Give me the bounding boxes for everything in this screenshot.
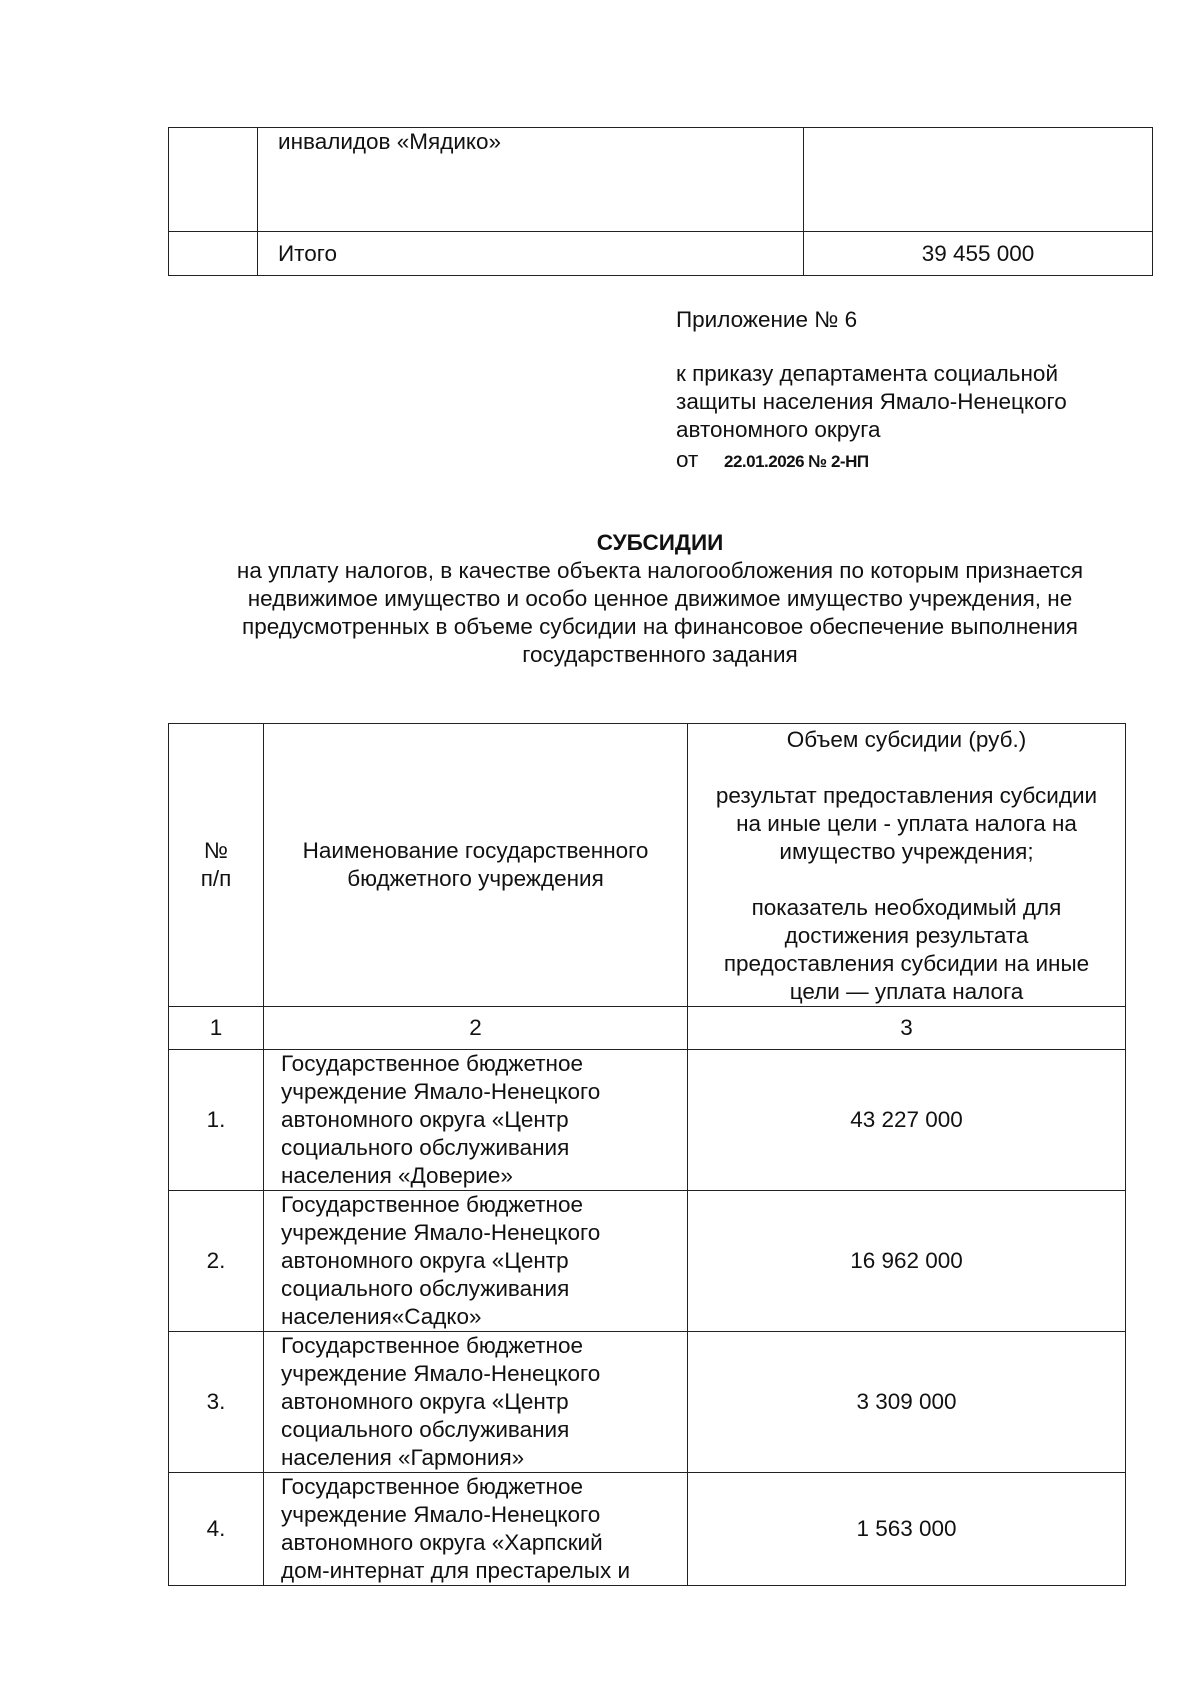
subsidy-amount: 16 962 000 (688, 1191, 1126, 1332)
order-reference (676, 446, 1156, 476)
header-institution-name: Наименование государственного бюджетного учреждения (264, 724, 688, 1007)
institution-name: Государственное бюджетное учреждение Ямало-Ненецкого автономного округа «Центр социального обслуживания населения «Доверие» (264, 1050, 688, 1191)
table-row (169, 1191, 1126, 1332)
column-number: 2 (264, 1007, 688, 1050)
subsidy-table (168, 723, 1126, 1586)
table-cell-amount (804, 128, 1153, 232)
heading-line: государственного задания (522, 642, 798, 667)
institution-name: Государственное бюджетное учреждение Ямало-Ненецкого автономного округа «Харпский дом-интернат для престарелых и (264, 1473, 688, 1586)
total-value: 39 455 000 (804, 232, 1153, 276)
table-row (169, 1050, 1126, 1191)
institution-name: Государственное бюджетное учреждение Ямало-Ненецкого автономного округа «Центр социального обслуживания населения «Гармония» (264, 1332, 688, 1473)
row-number: 1. (169, 1050, 264, 1191)
table-row (169, 1332, 1126, 1473)
column-number-row (169, 1007, 1126, 1050)
column-number: 3 (688, 1007, 1126, 1050)
appendix-line: к приказу департамента социальной (676, 361, 1059, 386)
appendix-line: автономного округа (676, 417, 881, 442)
appendix-number: Приложение № 6 (676, 307, 858, 332)
header-number: № п/п (169, 724, 264, 1007)
order-date-number: 22.01.2026 № 2-НП (724, 452, 869, 471)
subsidy-amount: 43 227 000 (688, 1050, 1126, 1191)
institution-name: Государственное бюджетное учреждение Ямало-Ненецкого автономного округа «Центр социального обслуживания населения«Садко» (264, 1191, 688, 1332)
appendix-line: защиты населения Ямало-Ненецкого (676, 389, 1067, 414)
row-number: 2. (169, 1191, 264, 1332)
heading-line: предусмотренных в объеме субсидии на финансовое обеспечение выполнения (242, 614, 1078, 639)
previous-table-continuation (168, 127, 1153, 276)
order-from-label: от (676, 447, 699, 472)
total-row (169, 232, 1153, 276)
row-number: 3. (169, 1332, 264, 1473)
subsidy-amount: 3 309 000 (688, 1332, 1126, 1473)
appendix-block (676, 306, 1156, 476)
table-row (169, 1473, 1126, 1586)
heading-line: на уплату налогов, в качестве объекта налогообложения по которым признается (236, 558, 1084, 583)
table-cell-name: инвалидов «Мядико» (258, 128, 804, 232)
table-cell-num (169, 232, 258, 276)
total-label: Итого (258, 232, 804, 276)
table-cell-num (169, 128, 258, 232)
document-heading (190, 529, 1130, 669)
subsidy-amount: 1 563 000 (688, 1473, 1126, 1586)
column-number: 1 (169, 1007, 264, 1050)
page-title: СУБСИДИИ (596, 530, 724, 555)
heading-line: недвижимое имущество и особо ценное движимое имущество учреждения, не (247, 586, 1073, 611)
table-header-row (169, 724, 1126, 1007)
row-number: 4. (169, 1473, 264, 1586)
table-row (169, 128, 1153, 232)
header-subsidy-amount: Объем субсидии (руб.) результат предоставления субсидии на иные цели - уплата налога на имущество учреждения; показатель необходимый для достижения результата предоставления субсидии на иные цели — уплата налога (688, 724, 1126, 1007)
